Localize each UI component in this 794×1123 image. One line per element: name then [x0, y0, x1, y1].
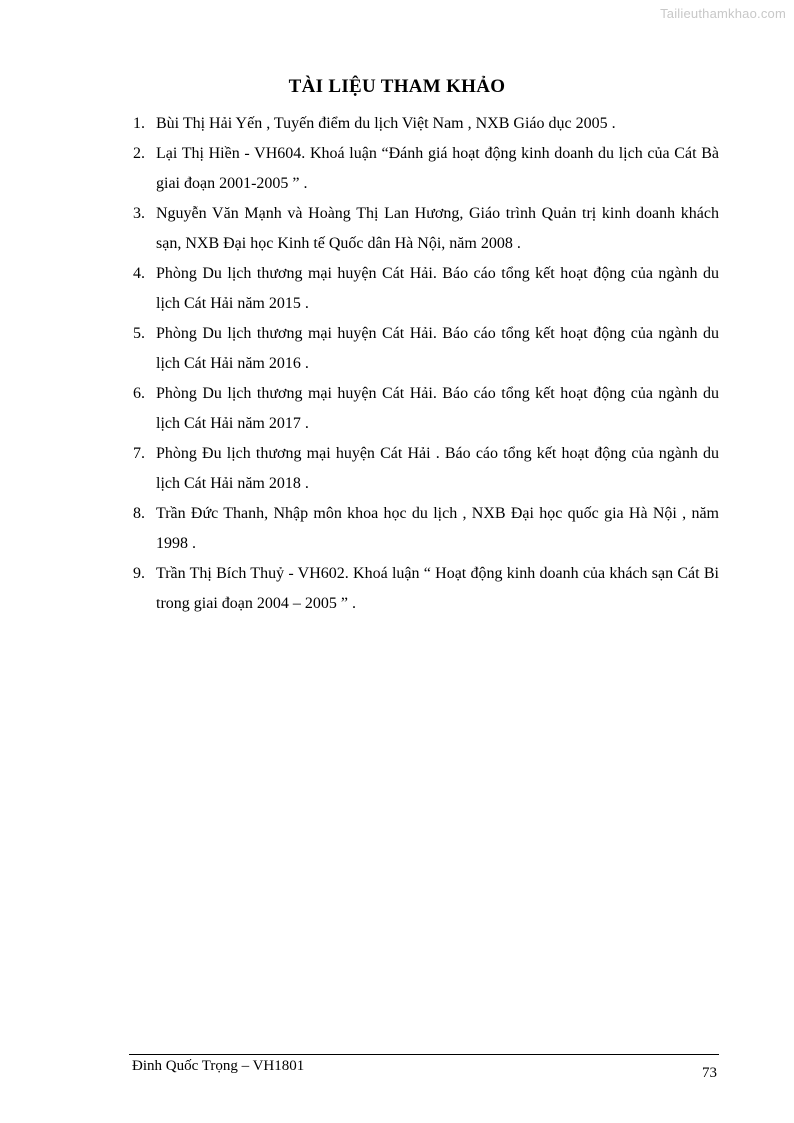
- reference-text: Trần Đức Thanh, Nhập môn khoa học du lịch , NXB Đại học quốc gia Hà Nội , năm 1998 .: [156, 505, 719, 552]
- reference-text: Nguyễn Văn Mạnh và Hoàng Thị Lan Hương, Giáo trình Quản trị kinh doanh khách sạn, NXB Đại học Kinh tế Quốc dân Hà Nội, năm 2008 .: [156, 205, 719, 252]
- reference-item: [133, 379, 719, 439]
- footer-divider: [129, 1054, 719, 1055]
- reference-list: [133, 109, 719, 619]
- reference-item: [133, 559, 719, 619]
- watermark: Tailieuthamkhao.com: [660, 6, 786, 21]
- reference-item: [133, 439, 719, 499]
- footer-author: Đinh Quốc Trọng – VH1801: [132, 1058, 305, 1074]
- reference-number: 9.: [133, 565, 145, 582]
- reference-text: Phòng Du lịch thương mại huyện Cát Hải. Báo cáo tổng kết hoạt động của ngành du lịch Cát Hải năm 2015 .: [156, 265, 719, 312]
- reference-number: 3.: [133, 205, 145, 222]
- reference-item: [133, 139, 719, 199]
- reference-item: [133, 109, 719, 139]
- reference-number: 8.: [133, 505, 145, 522]
- reference-number: 1.: [133, 115, 145, 132]
- reference-item: [133, 319, 719, 379]
- reference-text: Lại Thị Hiền - VH604. Khoá luận “Đánh giá hoạt động kinh doanh du lịch của Cát Bà giai đoạn 2001-2005 ” .: [156, 145, 719, 192]
- reference-text: Bùi Thị Hải Yến , Tuyến điểm du lịch Việt Nam , NXB Giáo dục 2005 .: [156, 115, 616, 132]
- reference-item: [133, 499, 719, 559]
- reference-text: Trần Thị Bích Thuỷ - VH602. Khoá luận “ Hoạt động kinh doanh của khách sạn Cát Bi trong giai đoạn 2004 – 2005 ” .: [156, 565, 719, 612]
- reference-text: Phòng Du lịch thương mại huyện Cát Hải. Báo cáo tổng kết hoạt động của ngành du lịch Cát Hải năm 2016 .: [156, 325, 719, 372]
- reference-text: Phòng Du lịch thương mại huyện Cát Hải. Báo cáo tổng kết hoạt động của ngành du lịch Cát Hải năm 2017 .: [156, 385, 719, 432]
- reference-number: 7.: [133, 445, 145, 462]
- reference-number: 5.: [133, 325, 145, 342]
- reference-number: 4.: [133, 265, 145, 282]
- reference-number: 2.: [133, 145, 145, 162]
- reference-item: [133, 259, 719, 319]
- reference-number: 6.: [133, 385, 145, 402]
- reference-item: [133, 199, 719, 259]
- page-title: TÀI LIỆU THAM KHẢO: [288, 76, 506, 97]
- page-number: 73: [702, 1065, 717, 1081]
- reference-text: Phòng Đu lịch thương mại huyện Cát Hải . Báo cáo tổng kết hoạt động của ngành du lịch Cát Hải năm 2018 .: [156, 445, 719, 492]
